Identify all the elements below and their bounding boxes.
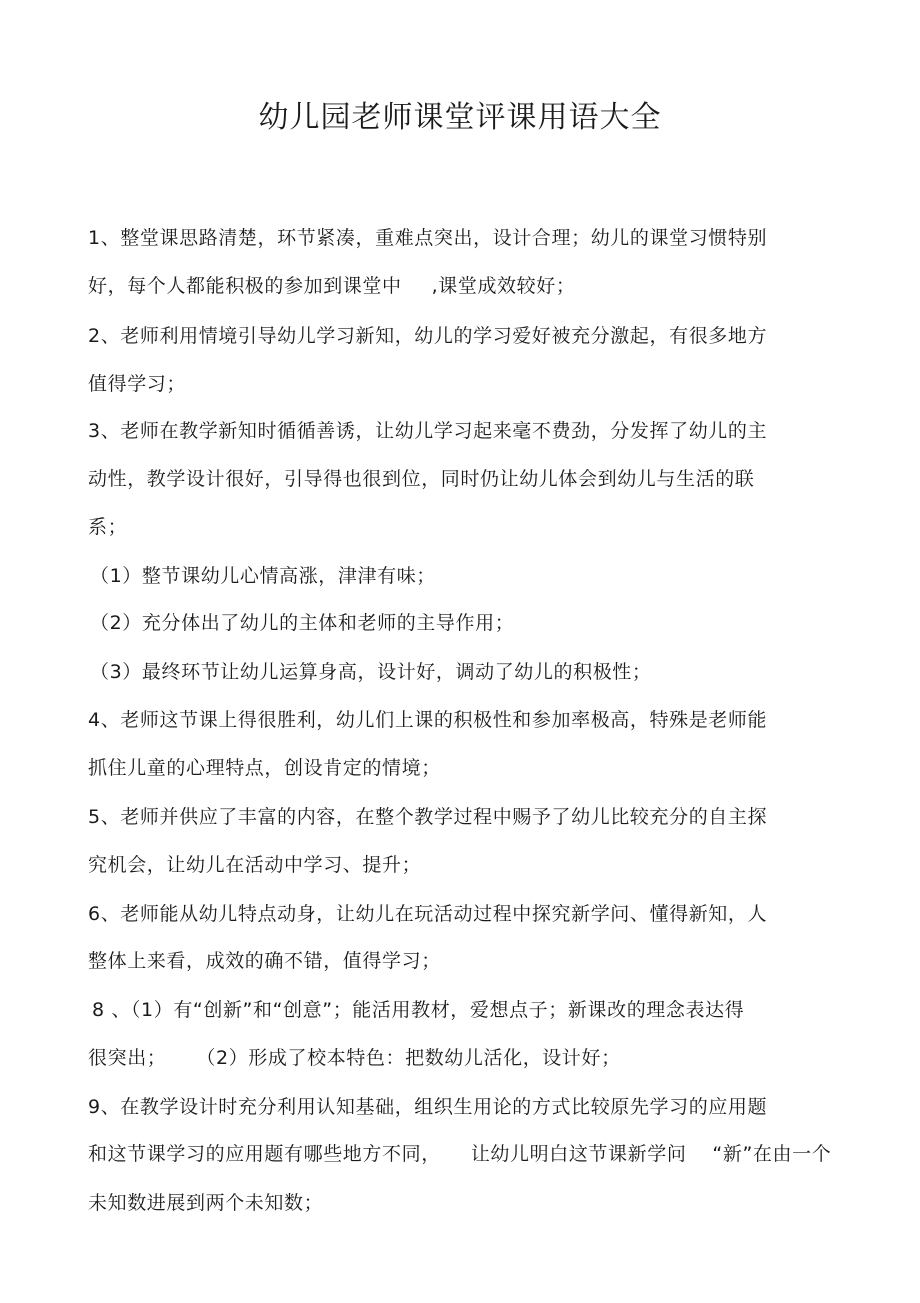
paragraph-line: 抓住儿童的心理特点，创设肯定的情境； <box>88 757 441 779</box>
text-fragment: 好，每个人都能积极的参加到课堂中 <box>88 275 402 297</box>
text-fragment: （2）形成了校本特色：把数幼儿活化，设计好； <box>196 1047 621 1069</box>
paragraph-line: 系； <box>88 516 128 538</box>
paragraph-line <box>88 1139 831 1166</box>
text-fragment: 很突出； <box>88 1047 167 1069</box>
list-item: （2）充分体出了幼儿的主体和老师的主导作用； <box>90 612 515 634</box>
paragraph-line: 究机会，让幼儿在活动中学习、提升； <box>88 854 422 876</box>
paragraph-line: 3、老师在教学新知时循循善诱，让幼儿学习起来毫不费劲，分发挥了幼儿的主 <box>88 420 768 442</box>
list-item: （1）整节课幼儿心情高涨，津津有味； <box>90 565 436 587</box>
paragraph-line: 8 、（1）有“创新”和“创意”；能活用教材，爱想点子；新课改的理念表达得 <box>92 999 745 1021</box>
paragraph-line: 值得学习； <box>88 373 187 395</box>
paragraph-line: 动性，教学设计很好，引导得也很到位，同时仍让幼儿体会到幼儿与生活的联 <box>88 468 755 490</box>
paragraph-line: 未知数进展到两个未知数； <box>88 1192 324 1214</box>
text-fragment: 让幼儿明白这节课新学问 <box>470 1143 687 1165</box>
paragraph-line: 2、老师利用情境引导幼儿学习新知，幼儿的学习爱好被充分激起，有很多地方 <box>88 325 768 347</box>
text-fragment: 和这节课学习的应用题有哪些地方不同， <box>88 1143 441 1165</box>
paragraph-line: 整体上来看，成效的确不错，值得学习； <box>88 950 441 972</box>
text-fragment: “新”在由一个 <box>712 1143 832 1165</box>
paragraph-line: 5、老师并供应了丰富的内容，在整个教学过程中赐予了幼儿比较充分的自主探 <box>88 806 768 828</box>
page-title: 幼儿园老师课堂评课用语大全 <box>258 100 662 135</box>
paragraph-line: 9、在教学设计时充分利用认知基础，组织生用论的方式比较原先学习的应用题 <box>88 1096 768 1118</box>
paragraph-line: 6、老师能从幼儿特点动身，让幼儿在玩活动过程中探究新学问、懂得新知，人 <box>88 903 768 925</box>
list-item: （3）最终环节让幼儿运算身高，设计好，调动了幼儿的积极性； <box>90 661 652 683</box>
paragraph-line <box>88 271 575 298</box>
paragraph-line: 1、整堂课思路清楚，环节紧凑，重难点突出，设计合理；幼儿的课堂习惯特别 <box>88 227 768 249</box>
paragraph-line <box>88 1043 621 1070</box>
paragraph-line: 4、老师这节课上得很胜利，幼儿们上课的积极性和参加率极高，特殊是老师能 <box>88 709 768 731</box>
text-fragment: ,课堂成效较好； <box>431 275 576 297</box>
